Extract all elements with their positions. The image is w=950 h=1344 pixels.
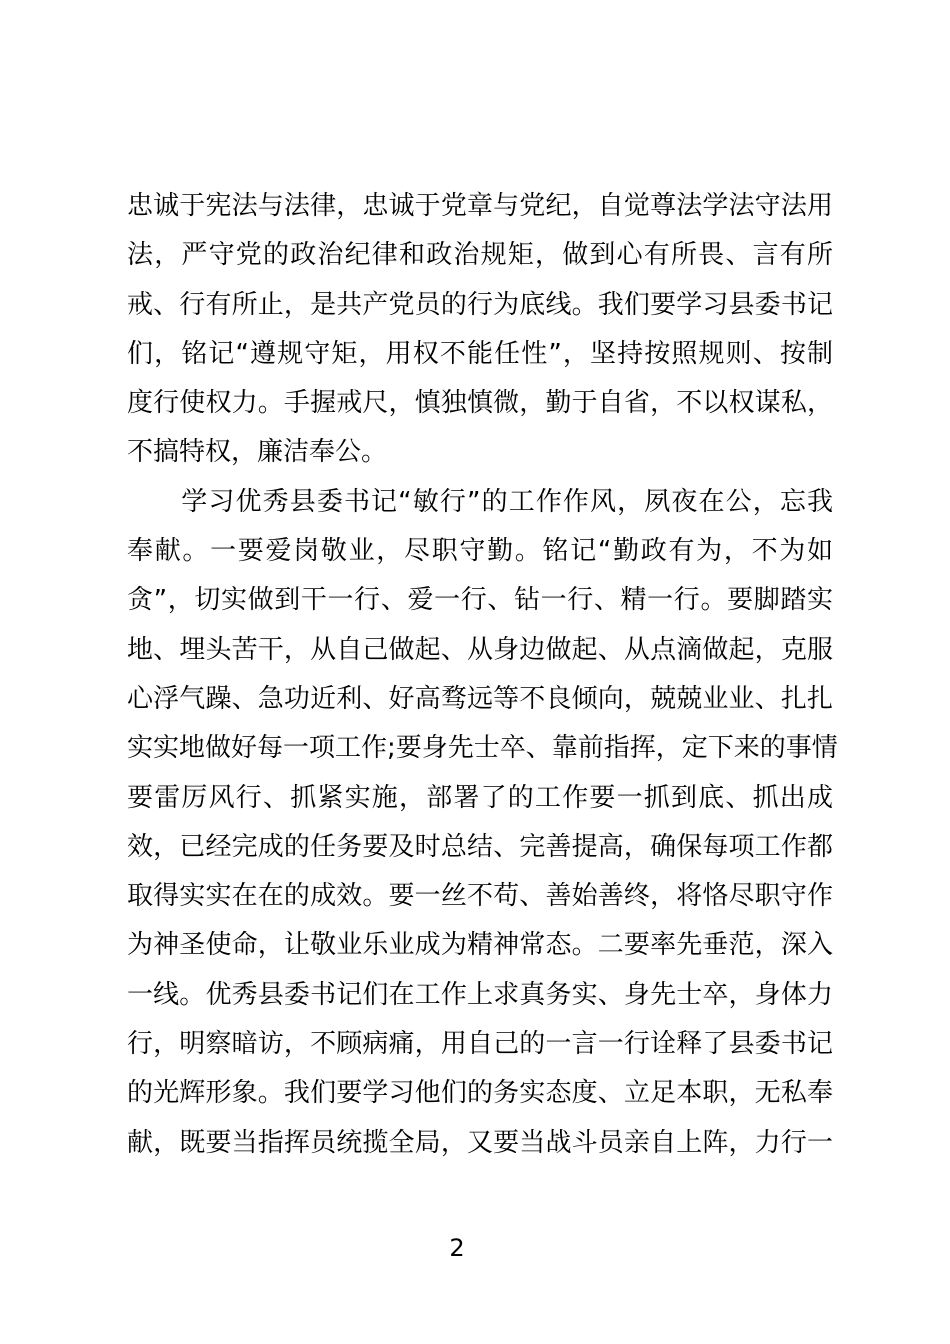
text-line: 贪”，切实做到干一行、爱一行、钻一行、精一行。要脚踏实 <box>127 585 833 616</box>
text-line: 效，已经完成的任务要及时总结、完善提高，确保每项工作都 <box>127 831 833 862</box>
page-number: 2 <box>449 1234 465 1262</box>
text-line: 戒、行有所止，是共产党员的行为底线。我们要学习县委书记 <box>127 289 833 320</box>
text-line: 的光辉形象。我们要学习他们的务实态度、立足本职，无私奉 <box>127 1078 833 1109</box>
text-line: 忠诚于宪法与法律，忠诚于党章与党纪，自觉尊法学法守法用 <box>127 191 833 221</box>
body-text <box>127 182 838 1168</box>
text-line: 不搞特权，廉洁奉公。 <box>127 437 388 468</box>
text-line: 行，明察暗访，不顾病痛，用自己的一言一行诠释了县委书记 <box>127 1029 833 1060</box>
text-line: 为神圣使命，让敬业乐业成为精神常态。二要率先垂范，深入 <box>127 930 833 961</box>
text-line: 心浮气躁、急功近利、好高骛远等不良倾向，兢兢业业、扎扎 <box>127 683 833 714</box>
text-line: 献，既要当指挥员统揽全局，又要当战斗员亲自上阵，力行一 <box>127 1127 833 1158</box>
text-line: 度行使权力。手握戒尺，慎独慎微，勤于自省，不以权谋私， <box>127 388 833 419</box>
text-line: 学习优秀县委书记“敏行”的工作作风，夙夜在公，忘我 <box>127 486 833 517</box>
text-line: 们，铭记“遵规守矩，用权不能任性”，坚持按照规则、按制 <box>127 338 833 369</box>
text-line: 一线。优秀县委书记们在工作上求真务实、身先士卒，身体力 <box>127 979 833 1010</box>
text-line: 实实地做好每一项工作;要身先士卒、靠前指挥，定下来的事情 <box>127 733 838 764</box>
text-line: 法，严守党的政治纪律和政治规矩，做到心有所畏、言有所 <box>127 240 833 271</box>
text-line: 奉献。一要爱岗敬业，尽职守勤。铭记“勤政有为，不为如 <box>127 536 833 567</box>
text-line: 要雷厉风行、抓紧实施，部署了的工作要一抓到底、抓出成 <box>127 782 833 813</box>
text-line: 地、埋头苦干，从自己做起、从身边做起、从点滴做起，克服 <box>127 634 833 665</box>
text-line: 取得实实在在的成效。要一丝不苟、善始善终，将恪尽职守作 <box>127 881 833 912</box>
